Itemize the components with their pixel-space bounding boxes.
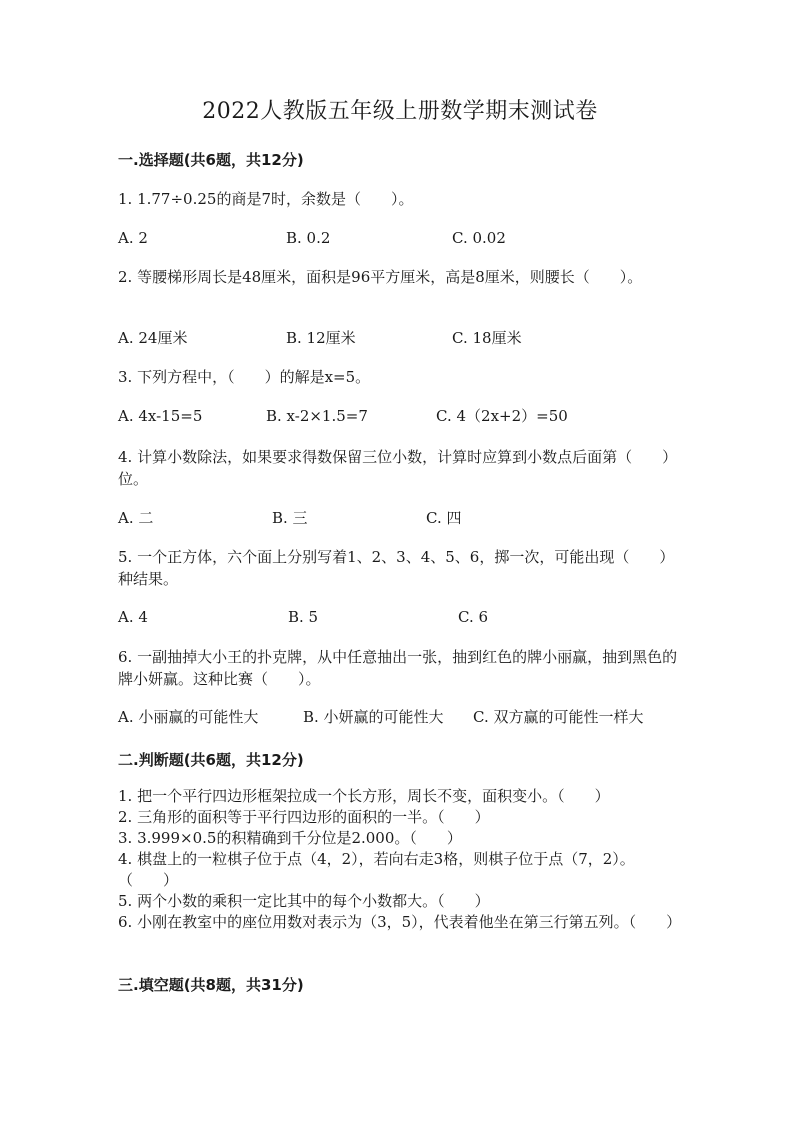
- judge-item-3: 3. 3.999×0.5的积精确到千分位是2.000。（ ）: [118, 829, 462, 847]
- judge-item-1: 1. 把一个平行四边形框架拉成一个长方形，周长不变，面积变小。（ ）: [118, 787, 610, 805]
- choice-question-1: 1. 1.77÷0.25的商是7时，余数是（ ）。: [118, 190, 414, 208]
- option-c: C. 18厘米: [452, 329, 522, 347]
- option-c: C. 四: [426, 509, 462, 527]
- option-a: A. 2: [118, 229, 148, 247]
- judge-item-4: 4. 棋盘上的一粒棋子位于点（4，2），若向右走3格，则棋子位于点（7，2）。（ ）: [118, 850, 635, 889]
- judge-item-2: 2. 三角形的面积等于平行四边形的面积的一半。（ ）: [118, 808, 490, 826]
- section-heading-choice: 一.选择题(共6题，共12分): [118, 151, 304, 169]
- option-b: B. x-2×1.5=7: [266, 407, 368, 425]
- option-a: A. 4: [118, 608, 148, 626]
- choice-options-2: [118, 327, 698, 349]
- choice-options-5: [118, 606, 698, 628]
- option-a: A. 24厘米: [118, 329, 188, 347]
- choice-question-2: 2. 等腰梯形周长是48厘米，面积是96平方厘米，高是8厘米，则腰长（ ）。: [118, 268, 643, 286]
- choice-question-4: 4. 计算小数除法，如果要求得数保留三位小数，计算时应算到小数点后面第（ ）位。: [118, 448, 678, 488]
- option-c: C. 4（2x+2）=50: [436, 407, 568, 425]
- judge-item-5: 5. 两个小数的乘积一定比其中的每个小数都大。（ ）: [118, 892, 490, 910]
- choice-question-6: 6. 一副抽掉大小王的扑克牌，从中任意抽出一张，抽到红色的牌小丽赢，抽到黑色的牌小妍赢。这种比赛（ ）。: [118, 648, 678, 688]
- exam-title: 2022人教版五年级上册数学期末测试卷: [202, 99, 598, 124]
- option-a: A. 4x-15=5: [118, 407, 203, 425]
- option-b: B. 三: [272, 509, 308, 527]
- choice-options-4: [118, 507, 698, 529]
- option-b: B. 小妍赢的可能性大: [303, 708, 444, 726]
- choice-options-3: [118, 405, 698, 427]
- option-c: C. 0.02: [452, 229, 506, 247]
- option-b: B. 5: [288, 608, 319, 626]
- choice-question-5: 5. 一个正方体，六个面上分别写着1、2、3、4、5、6，掷一次，可能出现（ ）种结果。: [118, 548, 675, 588]
- section-heading-judge: 二.判断题(共6题，共12分): [118, 751, 304, 769]
- section-heading-fill: 三.填空题(共8题，共31分): [118, 976, 304, 994]
- choice-options-6: [118, 706, 698, 728]
- option-a: A. 小丽赢的可能性大: [118, 708, 259, 726]
- judge-item-6: 6. 小刚在教室中的座位用数对表示为（3，5），代表着他坐在第三行第五列。（ ）: [118, 913, 682, 931]
- choice-options-1: [118, 227, 698, 249]
- option-b: B. 0.2: [286, 229, 331, 247]
- option-c: C. 6: [458, 608, 489, 626]
- choice-question-3: 3. 下列方程中，（ ）的解是x=5。: [118, 368, 371, 386]
- option-c: C. 双方赢的可能性一样大: [473, 708, 644, 726]
- option-b: B. 12厘米: [286, 329, 356, 347]
- option-a: A. 二: [118, 509, 154, 527]
